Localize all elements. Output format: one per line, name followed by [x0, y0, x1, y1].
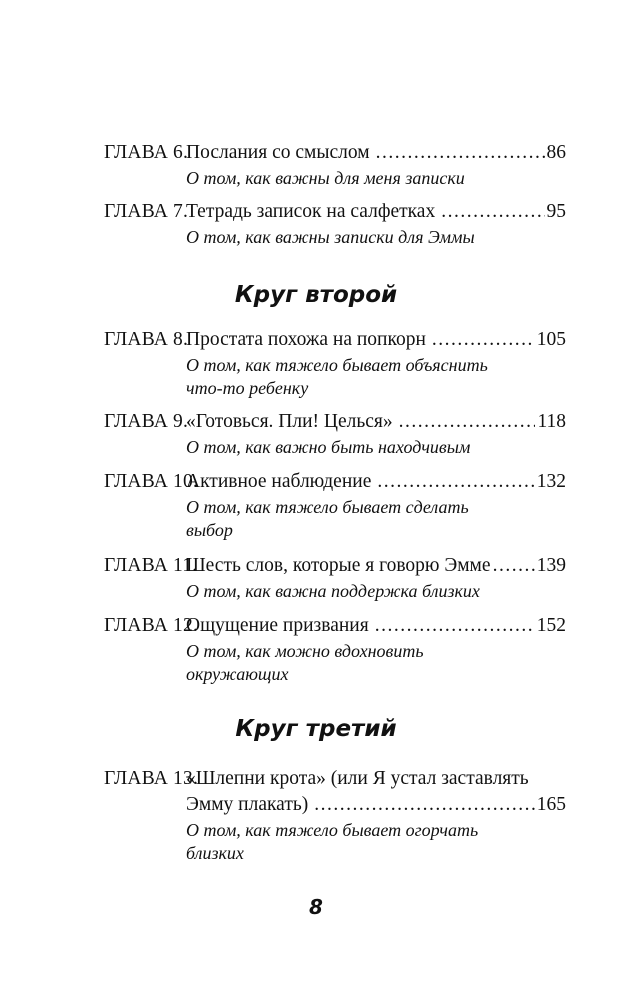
dot-leader [432, 328, 535, 351]
chapter-title: Простата похожа на попкорн [186, 329, 426, 350]
chapter-title: Шесть слов, которые я говорю Эмме [186, 555, 491, 576]
chapter-subtitle: О том, как важны для меня записки [186, 168, 465, 188]
chapter-label: ГЛАВА 6. [104, 142, 189, 163]
subtitle-line: окружающих [186, 664, 289, 684]
chapter-label: ГЛАВА 12. [104, 615, 199, 636]
chapter-subtitle [186, 819, 566, 865]
toc-entry-line [104, 554, 566, 577]
toc-entry-10[interactable] [104, 470, 566, 542]
chapter-title: Послания со смыслом [186, 142, 370, 163]
chapter-title: Тетрадь записок на салфетках [186, 201, 436, 222]
toc-entry-11[interactable] [104, 554, 566, 603]
toc-entry-6[interactable] [104, 141, 566, 190]
toc-entry-line [104, 470, 566, 493]
chapter-title-continued: Эмму плакать) [186, 794, 309, 815]
chapter-subtitle [186, 354, 566, 400]
chapter-label: ГЛАВА 9. [104, 411, 189, 432]
chapter-subtitle: О том, как важно быть находчивым [186, 437, 471, 457]
chapter-subtitle [186, 640, 566, 686]
subtitle-line: О том, как тяжело бывает объяснить [186, 355, 488, 375]
toc-entry-line [104, 141, 566, 164]
toc-entry-13[interactable] [104, 767, 566, 865]
chapter-label: ГЛАВА 7. [104, 201, 189, 222]
section-heading-third-circle: Круг третий [235, 716, 397, 742]
toc-entry-12[interactable] [104, 614, 566, 686]
subtitle-line: О том, как тяжело бывает сделать [186, 497, 469, 517]
chapter-title: Активное наблюдение [186, 471, 372, 492]
toc-entry-7[interactable] [104, 200, 566, 249]
chapter-title: «Готовься. Пли! Целься» [186, 411, 393, 432]
subtitle-line: О том, как тяжело бывает огорчать [186, 820, 479, 840]
toc-entry-8[interactable] [104, 328, 566, 400]
page-number: 8 [309, 895, 323, 919]
toc-entry-line [104, 328, 566, 351]
dot-leader [314, 793, 535, 816]
page-ref: 152 [536, 615, 566, 636]
page-ref: 165 [536, 794, 566, 815]
subtitle-line: выбор [186, 520, 233, 540]
toc-entry-9[interactable] [104, 410, 566, 459]
chapter-subtitle: О том, как важна поддержка близких [186, 581, 480, 601]
dot-leader [376, 141, 545, 164]
dot-leader [375, 614, 535, 637]
page-ref: 86 [546, 142, 566, 163]
page-ref: 105 [536, 329, 566, 350]
chapter-title: Ощущение призвания [186, 615, 369, 636]
chapter-title: «Шлепни крота» (или Я устал заставлять [186, 768, 529, 789]
chapter-label: ГЛАВА 11. [104, 555, 198, 576]
toc-entry-line-continued [186, 793, 566, 816]
chapter-label: ГЛАВА 13. [104, 768, 199, 789]
subtitle-line: близких [186, 843, 244, 863]
chapter-label: ГЛАВА 10. [104, 471, 199, 492]
section-heading-second-circle: Круг второй [234, 282, 398, 308]
page-ref: 132 [536, 471, 566, 492]
subtitle-line: что-то ребенку [186, 378, 309, 398]
toc-entry-line [104, 200, 566, 223]
dot-leader [399, 410, 536, 433]
dot-leader [441, 200, 544, 223]
dot-leader [493, 554, 535, 577]
chapter-subtitle [186, 496, 566, 542]
subtitle-line: О том, как можно вдохновить [186, 641, 424, 661]
page-ref: 139 [536, 555, 566, 576]
chapter-label: ГЛАВА 8. [104, 329, 189, 350]
toc-entry-line [104, 614, 566, 637]
toc-entry-line [104, 767, 566, 790]
chapter-subtitle: О том, как важны записки для Эммы [186, 227, 475, 247]
toc-entry-line [104, 410, 566, 433]
page-ref: 95 [546, 201, 566, 222]
dot-leader [377, 470, 534, 493]
page-ref: 118 [537, 411, 566, 432]
